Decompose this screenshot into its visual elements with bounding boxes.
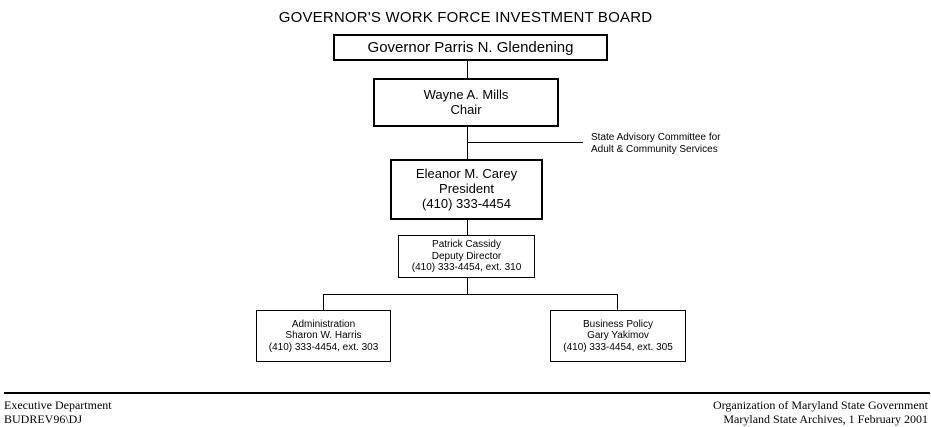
business-policy-name: Gary Yakimov xyxy=(587,330,649,342)
deputy-phone: (410) 333-4454, ext. 310 xyxy=(411,262,522,274)
deputy-director-box xyxy=(398,235,535,278)
footer-department: Executive Department xyxy=(4,398,112,412)
administration-unit: Administration xyxy=(291,318,356,330)
connector-administration xyxy=(323,294,324,310)
footer-publication: Organization of Maryland State Government xyxy=(712,398,928,412)
footer-left xyxy=(4,398,112,426)
footer-source-date: Maryland State Archives, 1 February 2001 xyxy=(723,412,928,426)
chair-box xyxy=(373,78,559,127)
business-policy-unit: Business Policy xyxy=(582,318,654,330)
connector-divisions-bar xyxy=(323,294,618,295)
footer-divider xyxy=(4,392,930,394)
administration-phone: (410) 333-4454, ext. 303 xyxy=(268,341,379,353)
chart-title: GOVERNOR'S WORK FORCE INVESTMENT BOARD xyxy=(278,9,653,26)
committee-line-2: Adult & Community Services xyxy=(591,144,718,155)
connector-business-policy xyxy=(617,294,618,310)
connector-deputy-divisions xyxy=(467,277,468,294)
connector-governor-chair xyxy=(467,60,468,78)
governor-box xyxy=(333,34,608,61)
footer-code: BUDREV96\DJ xyxy=(4,412,83,426)
footer-right xyxy=(713,398,928,426)
president-phone: (410) 333-4454 xyxy=(422,195,511,211)
connector-committee xyxy=(467,142,583,143)
president-box xyxy=(390,159,543,220)
chair-role: Chair xyxy=(450,101,482,117)
connector-chair-president xyxy=(467,126,468,160)
deputy-role: Deputy Director xyxy=(431,250,502,262)
president-name: Eleanor M. Carey xyxy=(415,166,518,182)
advisory-committee-label xyxy=(591,132,721,156)
business-policy-phone: (410) 333-4454, ext. 305 xyxy=(563,341,673,353)
chair-name: Wayne A. Mills xyxy=(423,86,509,102)
administration-box xyxy=(256,310,391,362)
administration-name: Sharon W. Harris xyxy=(285,330,362,342)
committee-line-1: State Advisory Committee for xyxy=(591,132,721,143)
business-policy-box xyxy=(550,310,686,362)
connector-president-deputy xyxy=(467,219,468,235)
president-role: President xyxy=(439,181,494,197)
governor-name: Governor Parris N. Glendening xyxy=(367,38,574,56)
deputy-name: Patrick Cassidy xyxy=(432,239,501,251)
